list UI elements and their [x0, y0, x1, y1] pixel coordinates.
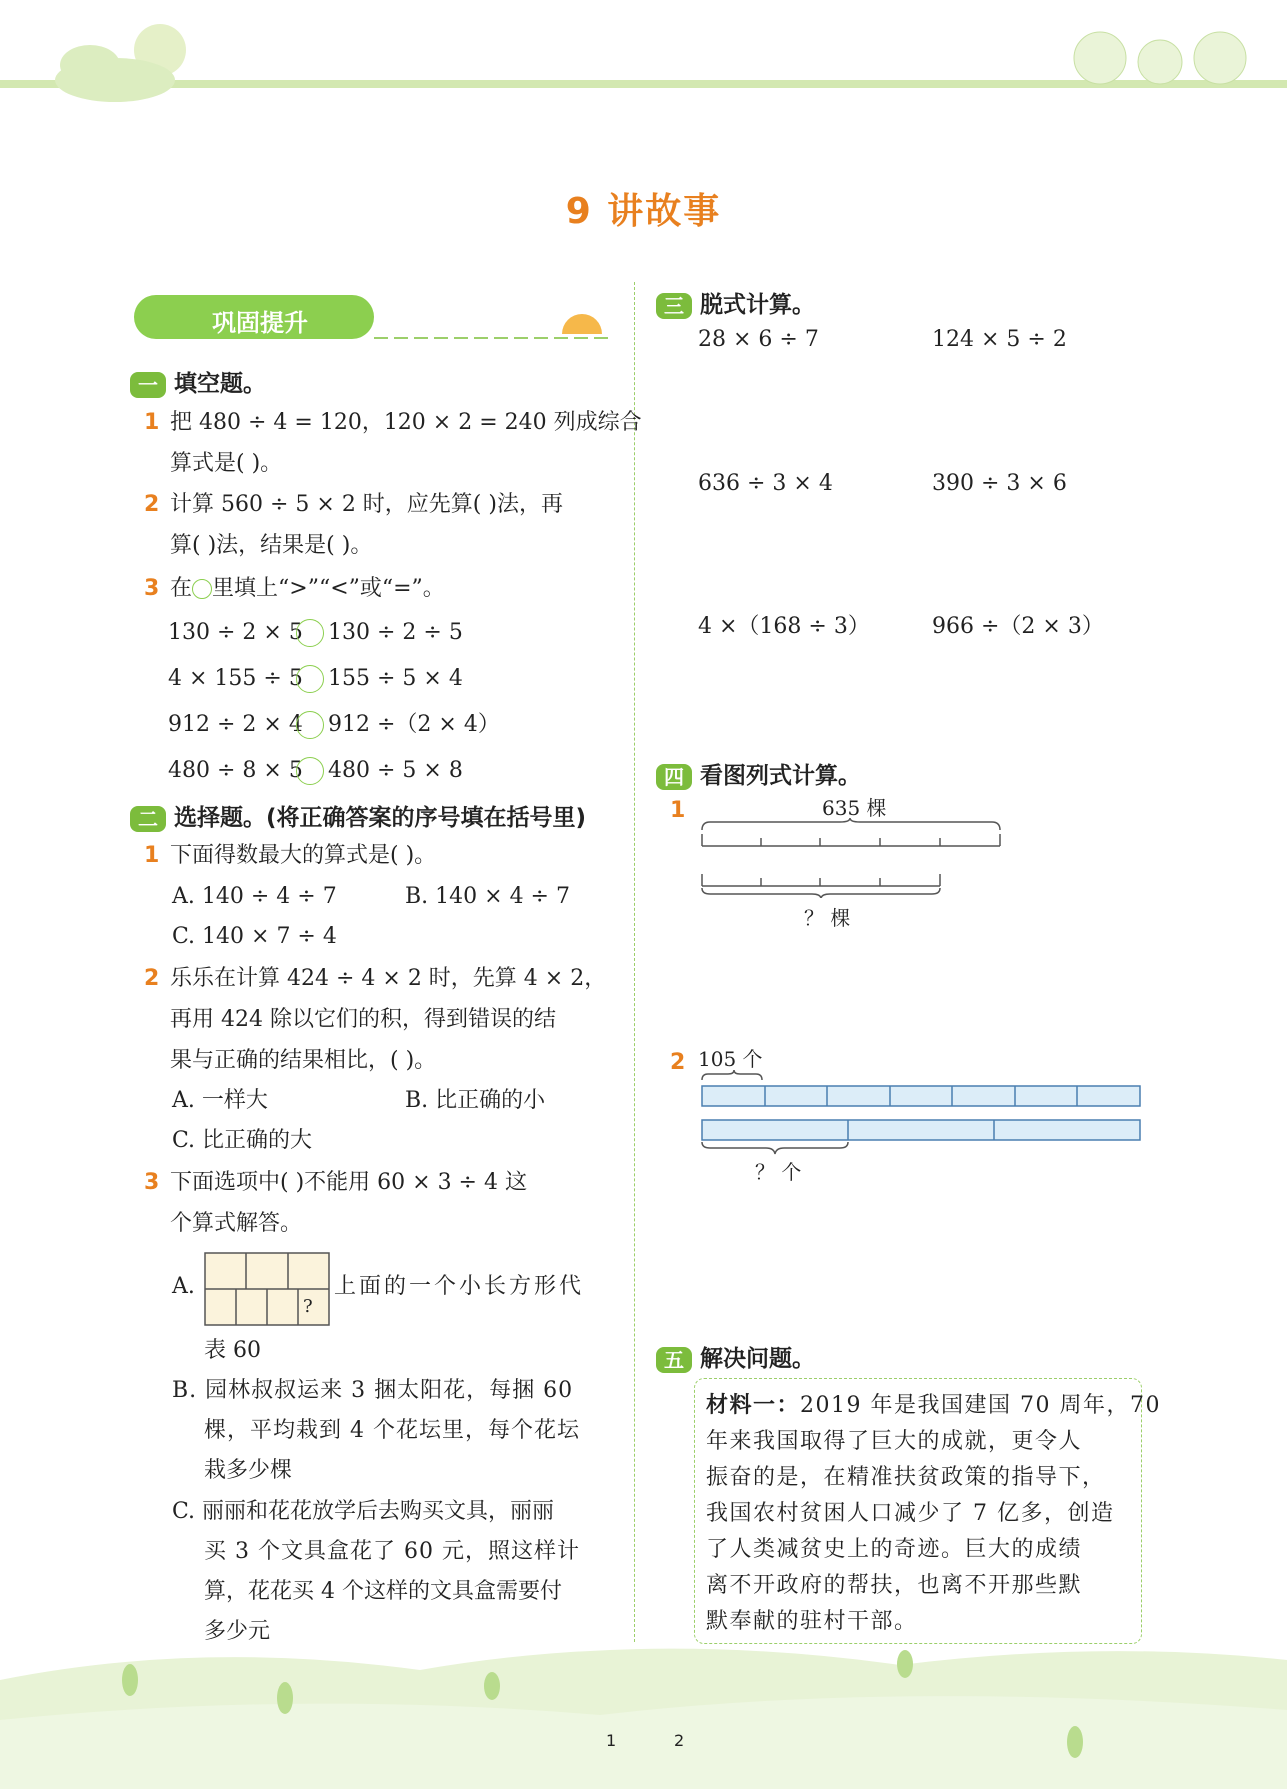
choice-q2-b: B. 比正确的小 — [405, 1088, 546, 1113]
section-2-title: 选择题。(将正确答案的序号填在括号里) — [174, 805, 587, 831]
compare-circle[interactable] — [296, 665, 324, 693]
fill-q1-line1: 把 480 ÷ 4 = 120，120 × 2 = 240 列成综合 — [170, 410, 642, 435]
choice-q2-a: A. 一样大 — [172, 1088, 268, 1113]
section-1-title: 填空题。 — [174, 371, 266, 397]
q-number: 3 — [144, 576, 160, 601]
segment-diagram-1 — [700, 818, 1004, 898]
diagram1-bottom-label: ？ 棵 — [804, 906, 851, 930]
compare-left: 912 ÷ 2 × 4 — [168, 712, 303, 737]
q-number: 1 — [670, 798, 686, 823]
section-1-heading — [130, 365, 266, 398]
choice-q1: 下面得数最大的算式是( )。 — [170, 843, 437, 868]
bar-diagram-2 — [698, 1070, 1144, 1160]
page-number-right: 2 — [674, 1731, 685, 1750]
material-line: 了人类减贫史上的奇迹。巨大的成绩 — [706, 1537, 1083, 1562]
section-5-title: 解决问题。 — [700, 1346, 815, 1372]
q-number: 1 — [144, 410, 160, 435]
compare-left: 130 ÷ 2 × 5 — [168, 620, 303, 645]
choice-q3-c-line3: 算，花花买 4 个这样的文具盒需要付 — [204, 1579, 562, 1604]
fill-q1-line2: 算式是( )。 — [170, 451, 283, 476]
choice-q2-c: C. 比正确的大 — [172, 1128, 313, 1153]
circle-icon — [192, 579, 212, 599]
section-3-heading — [656, 286, 815, 319]
calc-expr: 28 × 6 ÷ 7 — [698, 327, 819, 352]
choice-q3-line1: 下面选项中( )不能用 60 × 3 ÷ 4 这 — [170, 1170, 527, 1195]
page-number-left: 1 — [606, 1731, 617, 1750]
material-line: 我国农村贫困人口减少了 7 亿多，创造 — [706, 1501, 1115, 1526]
section-2-heading — [130, 799, 586, 832]
calc-expr: 4 ×（168 ÷ 3） — [698, 614, 870, 639]
compare-row — [168, 756, 463, 786]
choice-q3-c-line2: 买 3 个文具盒花了 60 元，照这样计 — [204, 1539, 580, 1564]
diagram2-bottom-label: ？ 个 — [755, 1160, 802, 1184]
compare-left: 4 × 155 ÷ 5 — [168, 666, 303, 691]
compare-right: 480 ÷ 5 × 8 — [328, 758, 463, 783]
calc-expr: 124 × 5 ÷ 2 — [932, 327, 1067, 352]
section-3-badge: 三 — [656, 293, 692, 319]
compare-right: 912 ÷（2 × 4） — [328, 712, 500, 737]
q-number: 2 — [670, 1050, 686, 1075]
choice-q2-line1: 乐乐在计算 424 ÷ 4 × 2 时，先算 4 × 2， — [170, 966, 607, 991]
choice-q3-a-text2: 表 60 — [204, 1338, 261, 1363]
calc-expr: 390 ÷ 3 × 6 — [932, 471, 1067, 496]
compare-right: 130 ÷ 2 ÷ 5 — [328, 620, 463, 645]
sunset-icon — [374, 300, 614, 350]
fill-q2-line2: 算( )法，结果是( )。 — [170, 533, 373, 558]
compare-row — [168, 710, 500, 740]
fill-q3-instruction — [170, 574, 445, 604]
grid-question-mark: ? — [303, 1296, 313, 1317]
compare-row — [168, 618, 463, 648]
material-line: 默奉献的驻村干部。 — [706, 1609, 918, 1634]
compare-circle[interactable] — [296, 619, 324, 647]
compare-row — [168, 664, 463, 694]
compare-circle[interactable] — [296, 711, 324, 739]
material-line: 2019 年是我国建国 70 周年，70 — [800, 1393, 1161, 1418]
diagram1-top-label: 635 棵 — [822, 796, 887, 820]
section-2-badge: 二 — [130, 806, 166, 832]
q-number: 2 — [144, 966, 160, 991]
sun-cloud-icon — [20, 10, 200, 110]
page-title: 9 讲故事 — [565, 191, 722, 232]
choice-q1-a: A. 140 ÷ 4 ÷ 7 — [172, 884, 337, 909]
choice-q3-a-text: 上面的一个小长方形代 — [334, 1274, 585, 1299]
material-label: 材料一： — [706, 1393, 801, 1418]
choice-q3-b-line3: 栽多少棵 — [204, 1458, 293, 1483]
q3-pre: 在 — [170, 576, 193, 601]
choice-q3-c-line4: 多少元 — [204, 1619, 271, 1644]
section-5-heading — [656, 1340, 815, 1373]
choice-q1-c: C. 140 × 7 ÷ 4 — [172, 924, 337, 949]
fill-q2-line1: 计算 560 ÷ 5 × 2 时，应先算( )法，再 — [170, 492, 563, 517]
compare-right: 155 ÷ 5 × 4 — [328, 666, 463, 691]
compare-left: 480 ÷ 8 × 5 — [168, 758, 303, 783]
section-4-title: 看图列式计算。 — [700, 763, 861, 789]
section-1-badge: 一 — [130, 372, 166, 398]
choice-q3-c-line1: C. 丽丽和花花放学后去购买文具，丽丽 — [172, 1499, 555, 1524]
choice-q3-a-label: A. — [172, 1274, 195, 1299]
choice-q2-line3: 果与正确的结果相比，( )。 — [170, 1048, 437, 1073]
choice-q3-line2: 个算式解答。 — [170, 1211, 303, 1236]
section-4-badge: 四 — [656, 764, 692, 790]
choice-q2-line2: 再用 424 除以它们的积，得到错误的结 — [170, 1007, 556, 1032]
compare-circle[interactable] — [296, 757, 324, 785]
q-number: 3 — [144, 1170, 160, 1195]
material-line: 离不开政府的帮扶，也离不开那些默 — [706, 1573, 1083, 1598]
section-4-heading — [656, 757, 861, 790]
section-tag: 巩固提升 — [212, 309, 308, 337]
q3-post: 里填上“>”“<”或“=”。 — [212, 576, 445, 601]
choice-q3-b-line1: B. 园林叔叔运来 3 捆太阳花，每捆 60 — [172, 1378, 574, 1403]
material-line: 年来我国取得了巨大的成就，更令人 — [706, 1429, 1083, 1454]
choice-q1-b: B. 140 × 4 ÷ 7 — [405, 884, 570, 909]
animal-faces-icon — [1060, 20, 1260, 90]
hills-decoration — [0, 1620, 1287, 1789]
column-divider — [634, 282, 635, 1642]
section-5-badge: 五 — [656, 1347, 692, 1373]
calc-expr: 966 ÷（2 × 3） — [932, 614, 1104, 639]
q-number: 2 — [144, 492, 160, 517]
material-text — [706, 1388, 1161, 1640]
q-number: 1 — [144, 843, 160, 868]
calc-expr: 636 ÷ 3 × 4 — [698, 471, 833, 496]
material-line: 振奋的是，在精准扶贫政策的指导下， — [706, 1465, 1106, 1490]
diagram2-top-label: 105 个 — [698, 1047, 763, 1071]
choice-q3-b-line2: 棵，平均栽到 4 个花坛里，每个花坛 — [204, 1418, 580, 1443]
section-3-title: 脱式计算。 — [700, 292, 815, 318]
